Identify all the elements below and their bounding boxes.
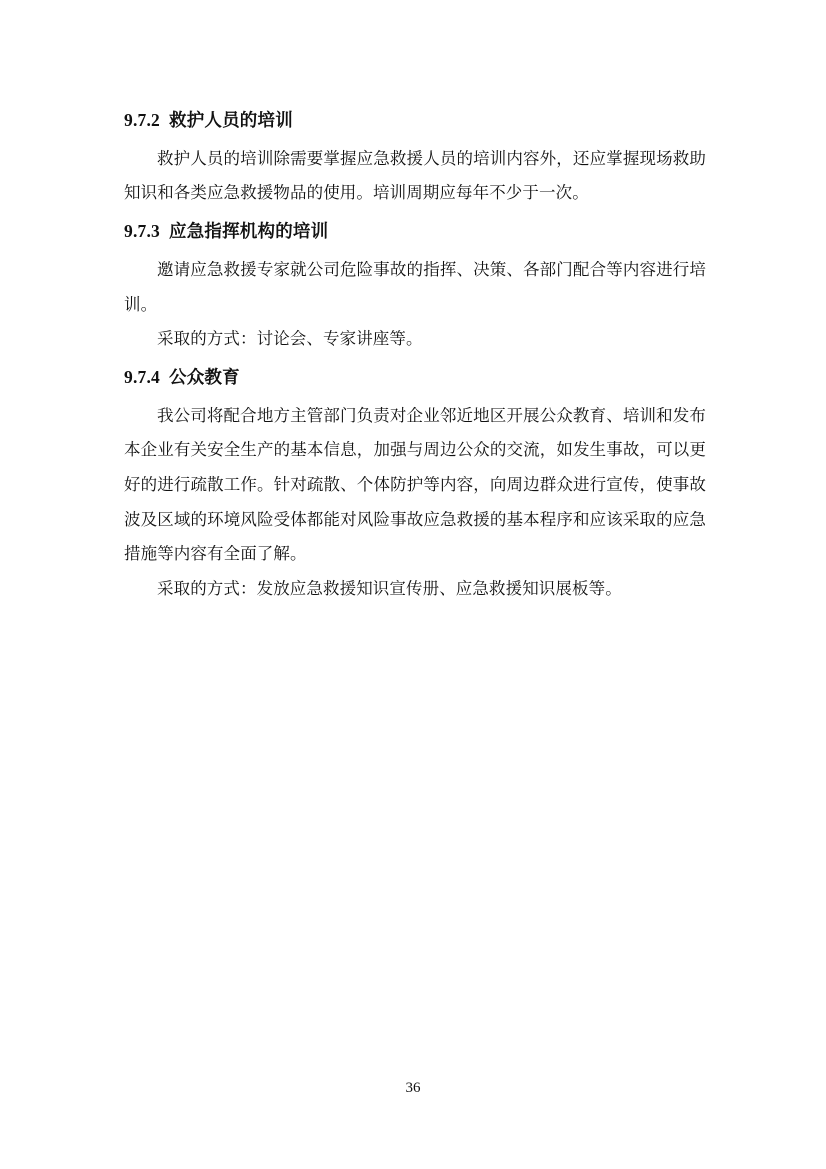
heading-title: 公众教育 (169, 366, 240, 387)
paragraph: 采取的方式：发放应急救援知识宣传册、应急救援知识展板等。 (157, 579, 622, 599)
heading-title: 应急指挥机构的培训 (169, 221, 329, 242)
heading-number: 9.7.4 (124, 366, 160, 387)
section-heading (124, 360, 706, 395)
paragraph: 采取的方式：讨论会、专家讲座等。 (157, 329, 423, 349)
page-number: 36 (405, 1080, 421, 1096)
paragraph: 我公司将配合地方主管部门负责对企业邻近地区开展公众教育、培训和发布本企业有关安全生产的基本信息，加强与周边公众的交流，如发生事故，可以更好的进行疏散工作。针对疏散、个体防护等内容，向周边群众进行宣传，使事故波及区域的环境风险受体都能对风险事故应急救援的基本程序和应该采取的应急措施等内容有全面了解。 (124, 405, 706, 564)
heading-title: 救护人员的培训 (169, 110, 293, 130)
heading-number: 9.7.3 (124, 221, 160, 242)
section-9-7-4 (124, 360, 706, 607)
document-content (124, 100, 706, 607)
heading-number: 9.7.2 (124, 110, 160, 130)
section-heading (124, 103, 706, 138)
section-9-7-2 (124, 103, 706, 211)
paragraph: 邀请应急救援专家就公司危险事故的指挥、决策、各部门配合等内容进行培训。 (124, 259, 706, 314)
paragraph: 救护人员的培训除需要掌握应急救援人员的培训内容外，还应掌握现场救助知识和各类应急救援物品的使用。培训周期应每年不少于一次。 (124, 148, 706, 203)
section-9-7-3 (124, 214, 706, 357)
section-heading (124, 214, 706, 249)
